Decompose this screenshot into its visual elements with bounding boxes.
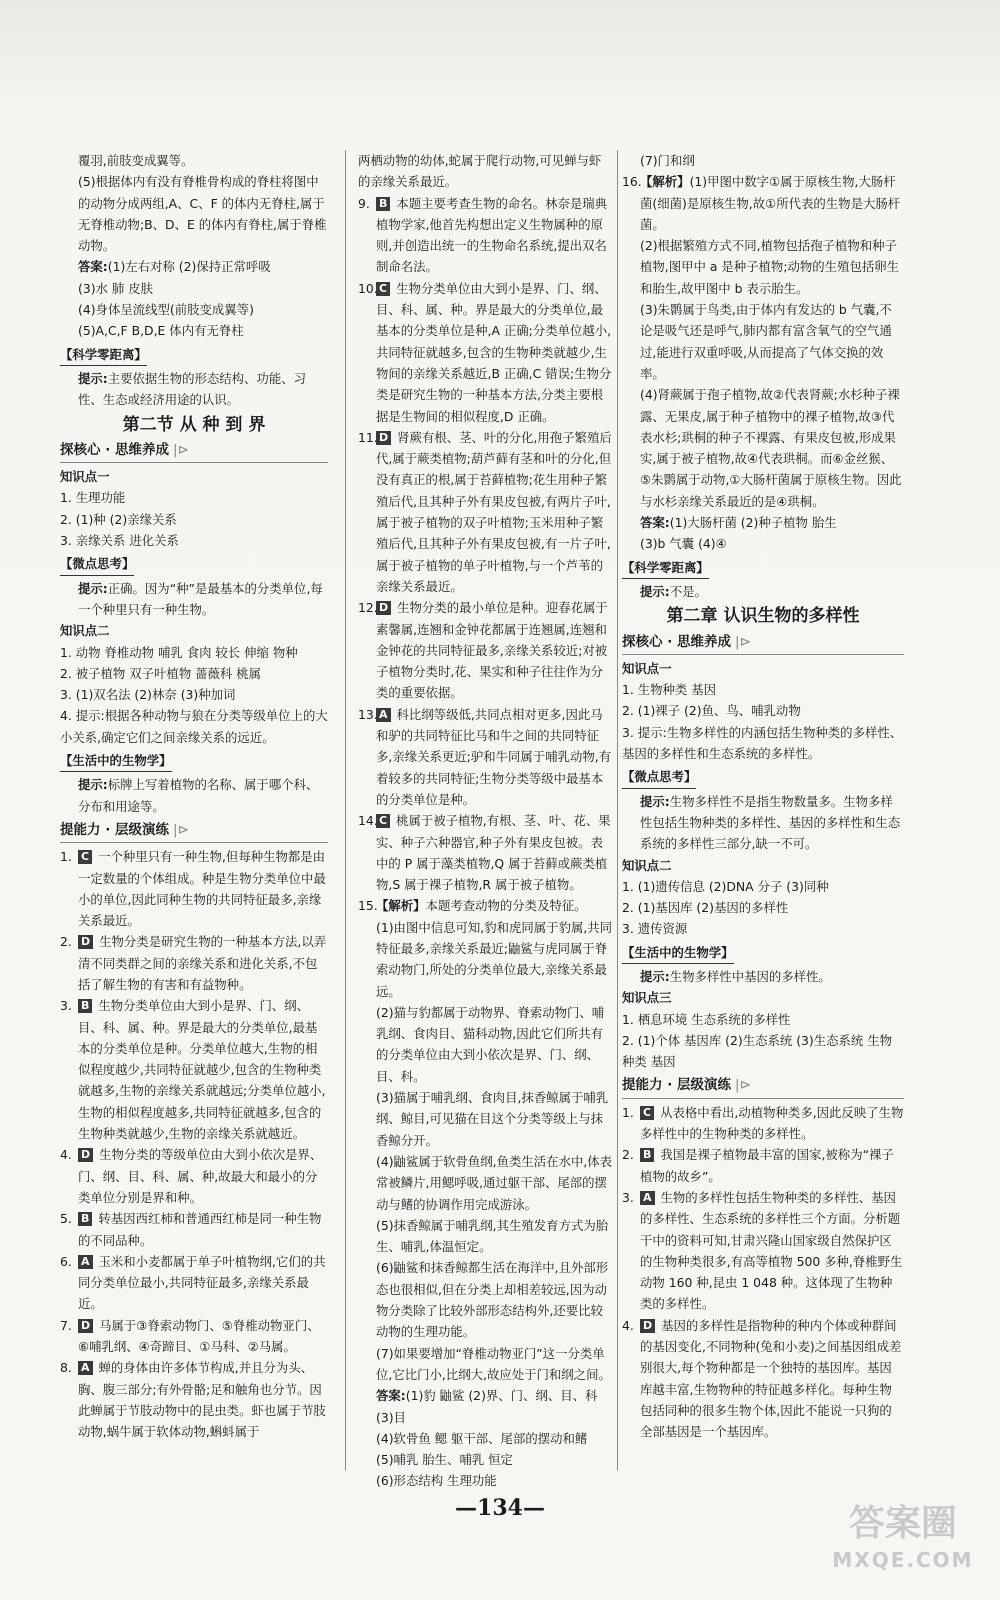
question-item xyxy=(622,1187,904,1315)
question-number: 11. xyxy=(358,429,378,445)
list-item: 4. 提示:根据各种动物与狼在分类等级单位上的大小关系,确定它们之间亲缘关系的远近。 xyxy=(60,708,328,745)
knowledge-point-title: 知识点一 xyxy=(622,660,672,676)
watermark-url: MXQE.COM xyxy=(832,1548,974,1572)
list-item: 3. 亲缘关系 进化关系 xyxy=(60,533,179,549)
box-title-think: 【微点思考】 xyxy=(60,551,328,577)
box-title-science: 【科学零距离】 xyxy=(60,342,328,368)
box-label: 生活中的生物学 xyxy=(634,944,722,960)
answer-label: 答案: xyxy=(376,1388,406,1404)
question-number: 1. xyxy=(60,849,72,865)
question-number: 2. xyxy=(60,934,72,950)
list-item: 2. (1)种 (2)亲缘关系 xyxy=(60,511,177,527)
answer-badge: D xyxy=(376,601,391,615)
text-line: 覆羽,前肢变成翼等。 xyxy=(78,153,194,168)
question-item xyxy=(60,846,328,931)
page-number: —134— xyxy=(455,1495,545,1521)
answer-badge: D xyxy=(78,1148,93,1162)
hint-label: 提示: xyxy=(78,370,108,386)
section-practice-label: 提能力 · 层级演练 xyxy=(60,821,170,838)
question-number: 4. xyxy=(622,1317,634,1333)
question-text: 生物分类的等级单位由大到小依次是界、门、纲、目、科、属、种,故最大和最小的分类单位分别是界和种。 xyxy=(78,1147,323,1205)
answer-text: (1)豹 鼬鲨 (2)界、门、纲、目、科 xyxy=(405,1388,598,1404)
analysis-line: (4)鼬鲨属于软骨鱼纲,鱼类生活在水中,体表常被鳞片,用鳃呼吸,通过躯干部、尾部的摆动与鳍的协调作用完成游泳。 xyxy=(376,1153,613,1212)
hint-label: 提示: xyxy=(640,793,670,809)
hint-label: 提示: xyxy=(78,580,108,596)
question-item xyxy=(622,1144,904,1187)
text-paragraph: 两栖动物的幼体,蛇属于爬行动物,可见蝉与虾的亲缘关系最近。 xyxy=(358,153,602,190)
question-text: 科比纲等级低,共同点相对更多,因此马和驴的共同特征比马和牛之间的共同特征多,亲缘关系更近;驴和牛同属于哺乳动物,有着较多的共同特征;生物分类等级中最基本的分类单位是种。 xyxy=(376,706,612,807)
answer-badge: B xyxy=(640,1148,654,1162)
section-explore-label: 探核心 · 思维养成 xyxy=(60,441,170,458)
answer-badge: D xyxy=(640,1319,655,1333)
question-number: 13. xyxy=(358,706,378,722)
box-label: 微点思考 xyxy=(634,769,684,785)
answer-badge: A xyxy=(640,1191,655,1205)
hint-line xyxy=(60,368,328,411)
hint-label: 提示: xyxy=(78,777,108,793)
question-text: 一个种里只有一种生物,但每种生物都是由一定数量的个体组成。种是生物分类单位中最小的单位,因此同种生物的共同特征最多,亲缘关系最近。 xyxy=(78,849,326,929)
question-number: 4. xyxy=(60,1147,72,1163)
knowledge-point-title: 知识点二 xyxy=(60,623,110,639)
question-number: 1. xyxy=(622,1104,634,1120)
answer-badge: D xyxy=(78,935,93,949)
question-number: 6. xyxy=(60,1253,72,1269)
question-item xyxy=(60,931,328,995)
double-arrow-icon: |⊳ xyxy=(735,1077,751,1094)
box-label: 科学零距离 xyxy=(72,346,135,362)
column-divider-left xyxy=(345,150,346,1470)
double-arrow-icon: |⊳ xyxy=(735,633,751,650)
column-middle xyxy=(358,150,613,1489)
question-text: 基因的多样性是指物种的种内个体或种群间的基因变化,不同物种(兔和小麦)之间基因组成差别很大,每个物种都是一个独特的基因库。基因库越丰富,生物物种的特征越多样化。每种生物包括同种的很多生物个体,因此不能说一只狗的全部基因是一个基因库。 xyxy=(640,1317,902,1440)
box-label: 生活中的生物学 xyxy=(72,753,160,769)
question-text: 生物的多样性包括生物种类的多样性、基因的多样性、生态系统的多样性三个方面。分析题干中的资料可知,甘肃兴隆山国家级自然保护区的生物种类很多,有高等植物 500 多种,脊椎野生动物 160 种,昆虫 1 048 种。这体现了生物种类的多样性。 xyxy=(640,1189,903,1312)
question-text: 转基因西红柿和普通西红柿是同一种生物的不同品种。 xyxy=(78,1211,322,1248)
hint-text: 生物多样性不是指生物数量多。生物多样性包括生物种类的多样性、基因的多样性和生态系统的多样性三部分,缺一不可。 xyxy=(640,793,901,852)
list-item: 1. 动物 脊椎动物 哺乳 食肉 较长 伸缩 物种 xyxy=(60,644,298,660)
question-text: 蝉的身体由许多体节构成,并且分为头、胸、腹三部分;有外骨骼;足和触角也分节。因此蝉属于节肢动物中的昆虫类。虾也属于节肢动物,蜗牛属于软体动物,蝌蚪属于 xyxy=(78,1360,326,1440)
question-item xyxy=(60,1357,328,1442)
knowledge-point-title: 知识点三 xyxy=(622,990,672,1006)
answer-line: (4)身体呈流线型(前肢变成翼等) xyxy=(78,302,254,318)
box-title-life: 【生活中的生物学】 xyxy=(60,748,328,774)
answer-line: (3)目 xyxy=(376,1409,406,1425)
answer-text: (1)左右对称 (2)保持正常呼吸 xyxy=(107,259,271,275)
answer-text: (1)大肠杆菌 (2)种子植物 胎生 xyxy=(669,515,837,531)
column-right xyxy=(622,150,904,1480)
question-item xyxy=(358,810,613,895)
analysis-line: (4)肾蕨属于孢子植物,故②代表肾蕨;水杉种子裸露、无果皮,属于种子植物中的裸子植物,故③代表水杉;珙桐的种子不裸露、有果皮包被,形成果实,属于被子植物,故④代表珙桐。而⑥金丝猴、⑤朱鹮属于动物,①大肠杆菌属于原核生物。因此与水杉亲缘关系最近的是④珙桐。 xyxy=(640,387,902,509)
text-paragraph: (5)根据体内有没有脊椎骨构成的脊柱将图中的动物分成两组,A、C、F 的体内无脊柱,属于无脊椎动物;B、D、E 的体内有脊柱,属于脊椎动物。 xyxy=(78,174,327,254)
question-number: 7. xyxy=(60,1317,72,1333)
analysis-line: (3)猫属于哺乳纲、食肉目,抹香鲸属于哺乳纲、鲸目,可见猫在目这个分类等级上与抹香鲸分开。 xyxy=(376,1090,609,1148)
question-text: (1)甲图中数字①属于原核生物,大肠杆菌(细菌)是原核生物,故①所代表的生物是大肠杆菌。 xyxy=(640,174,901,232)
analysis-line: (2)猫与豹都属于动物界、脊索动物门、哺乳纲、食肉目、猫科动物,因此它们所共有的分类单位由大到小依次是界、门、纲、目、科。 xyxy=(376,1004,605,1084)
analysis-tag: 【解析】 xyxy=(640,174,690,190)
answer-badge: A xyxy=(78,1361,93,1375)
question-item xyxy=(60,1144,328,1208)
answer-badge: D xyxy=(78,1319,93,1333)
column-left xyxy=(60,150,328,1480)
list-item: 2. (1)个体 基因库 (2)生态系统 (3)生态系统 生物种类 基因 xyxy=(622,1032,893,1070)
answer-line: (3)水 肺 皮肤 xyxy=(78,280,153,296)
question-number: 5. xyxy=(60,1211,72,1227)
hint-label: 提示: xyxy=(640,583,670,599)
hint-line xyxy=(60,578,328,621)
answer-badge: B xyxy=(78,1212,92,1226)
question-number: 14. xyxy=(358,813,378,829)
question-item xyxy=(60,1251,328,1315)
list-item: 3. 遗传资源 xyxy=(622,921,688,937)
question-number: 9. xyxy=(358,195,370,211)
analysis-tag: 【解析】 xyxy=(376,898,426,914)
analysis-line: (3)朱鹮属于鸟类,由于体内有发达的 b 气囊,不论是吸气还是呼气,肺内都有富含氧气的空气通过,能进行双重呼吸,从而提高了气体交换的效率。 xyxy=(640,302,892,381)
answer-badge: D xyxy=(376,431,391,445)
question-item xyxy=(358,704,613,810)
question-text: 本题主要考查生物的命名。林奈是瑞典植物学家,他首先构想出定义生物属种的原则,并创造出统一的生物命名系统,提出双名制命名法。 xyxy=(376,195,608,275)
box-label: 微点思考 xyxy=(72,556,122,572)
question-item xyxy=(622,1102,904,1145)
question-number: 12. xyxy=(358,600,378,616)
analysis-line: (6)鼬鲨和抹香鲸都生活在海洋中,且外部形态也很相似,但在分类上却相差较远,因为动物分类除了比较外部形态结构外,还要比较动物的生理功能。 xyxy=(376,1260,609,1340)
question-item xyxy=(60,995,328,1144)
hint-line xyxy=(622,581,904,602)
question-item xyxy=(60,1315,328,1358)
answer-line: (5)A,C,F B,D,E 体内有无脊柱 xyxy=(78,323,244,339)
list-item: 2. (1)裸子 (2)鱼、鸟、哺乳动物 xyxy=(622,703,801,719)
question-item xyxy=(358,427,613,597)
answer-badge: C xyxy=(78,850,92,864)
question-text: 本题考查动物的分类及特征。 xyxy=(425,898,587,914)
answer-line: (5)哺乳 胎生、哺乳 恒定 xyxy=(376,1452,513,1468)
answer-badge: C xyxy=(640,1106,654,1120)
knowledge-point-title: 知识点一 xyxy=(60,469,110,485)
double-arrow-icon: |⊳ xyxy=(173,821,189,838)
question-number: 8. xyxy=(60,1360,72,1376)
question-text: 从表格中看出,动植物种类多,因此反映了生物多样性中的生物种类的多样性。 xyxy=(640,1104,904,1142)
analysis-line: (5)抹香鲸属于哺乳纲,其生殖发育方式为胎生、哺乳,体温恒定。 xyxy=(376,1217,609,1255)
question-item xyxy=(358,278,613,427)
section-title: 第二节 从 种 到 界 xyxy=(122,414,266,435)
answer-badge: C xyxy=(376,282,390,296)
knowledge-point-title: 知识点二 xyxy=(622,857,672,873)
answer-badge: A xyxy=(78,1255,93,1269)
box-title-science: 【科学零距离】 xyxy=(622,555,904,581)
hint-text: 不是。 xyxy=(669,583,707,599)
question-text: 肾蕨有根、茎、叶的分化,用孢子繁殖后代,属于蕨类植物;葫芦藓有茎和叶的分化,但没有真正的根,属于苔藓植物;花生用种子繁殖后代,且其种子外有果皮包被,有两片子叶,属于被子植物的双子叶植物;玉米用种子繁殖后代,且其种子外有果皮包被,有一片子叶,属于被子植物的单子叶植物,与一个芦苇的亲缘关系最近。 xyxy=(376,429,612,594)
answer-line: (4)软骨鱼 鳃 躯干部、尾部的摆动和鳍 xyxy=(376,1430,588,1446)
answer-label: 答案: xyxy=(78,259,108,275)
hint-line xyxy=(60,774,328,817)
box-label: 科学零距离 xyxy=(634,559,697,575)
answer-badge: C xyxy=(376,814,390,828)
section-explore xyxy=(622,632,904,655)
answer-badge: A xyxy=(376,708,391,722)
answer-line xyxy=(358,1385,613,1406)
answer-line: (6)形态结构 生理功能 xyxy=(376,1473,497,1489)
section-explore xyxy=(60,440,328,463)
question-number: 15. xyxy=(358,898,378,914)
question-item xyxy=(358,895,613,916)
list-item: 1. 生理功能 xyxy=(60,490,126,506)
question-item xyxy=(358,597,613,703)
watermark-text: 答案圈 xyxy=(848,1503,957,1544)
question-item xyxy=(60,1208,328,1251)
list-item: 2. 被子植物 双子叶植物 蔷薇科 桃属 xyxy=(60,665,262,681)
hint-line xyxy=(622,791,904,855)
question-text: 生物分类单位由大到小是界、门、纲、目、科、属、种。界是最大的分类单位,最基本的分类单位是种。分类单位越大,生物的相似程度越少,共同特征就越少,包含的生物种类就越多,生物的亲缘关系就越远;分类单位越小,生物的相似程度越多,共同特征就越多,包含的生物种类就越少,生物的亲缘关系就越近。 xyxy=(78,998,326,1142)
list-item: 1. (1)遗传信息 (2)DNA 分子 (3)同种 xyxy=(622,878,829,894)
column-divider-right xyxy=(617,150,618,1470)
box-title-life: 【生活中的生物学】 xyxy=(622,940,904,966)
list-item: 1. 生物种类 基因 xyxy=(622,682,717,698)
question-text: 生物分类单位由大到小是界、门、纲、目、科、属、种。界是最大的分类单位,最基本的分类单位是种,A 正确;分类单位越小,共同特征就越多,包含的生物种类就越少,生物间的亲缘关系越近,B 正确,C 错误;生物分类是研究生物的一种基本方法,分类主要根据是生物间的相似程度,D 正确。 xyxy=(376,280,612,424)
hint-text: 生物多样性中基因的多样性。 xyxy=(669,968,831,984)
answer-line xyxy=(622,512,904,533)
hint-line xyxy=(622,966,904,987)
question-text: 桃属于被子植物,有根、茎、叶、花、果实、种子六种器官,种子外有果皮包被。表中的 P 属于藻类植物,Q 属于苔藓或蕨类植物,S 属于裸子植物,R 属于被子植物。 xyxy=(376,813,611,893)
question-text: 马属于③脊索动物门、⑤脊椎动物亚门、⑥哺乳纲、④奇蹄目、①马科、②马属。 xyxy=(78,1317,320,1355)
text-line: (7)门和纲 xyxy=(640,153,695,168)
list-item: 3. 提示:生物多样性的内涵包括生物种类的多样性、基因的多样性和生态系统的多样性。 xyxy=(622,724,903,762)
question-number: 2. xyxy=(622,1147,634,1163)
analysis-line: (2)根据繁殖方式不同,植物包括孢子植物和种子植物,图甲中 a 是种子植物;动物的生殖包括卵生和胎生,故甲图中 b 表示胎生。 xyxy=(640,238,900,296)
question-number: 16. xyxy=(622,174,642,190)
hint-text: 正确。因为“种”是最基本的分类单位,每一个种里只有一种生物。 xyxy=(78,580,323,617)
question-text: 生物分类的最小单位是种。迎春花属于素馨属,连翘和金钟花都属于连翘属,连翘和金钟花的共同特征最多,亲缘关系较近;对被子植物分类时,花、果实和种子往往作为分类的重要依据。 xyxy=(376,600,608,701)
question-item xyxy=(358,193,613,278)
question-item xyxy=(622,171,904,235)
answer-line: (3)b 气囊 (4)④ xyxy=(640,536,727,552)
question-item xyxy=(622,1315,904,1443)
list-item: 1. 栖息环境 生态系统的多样性 xyxy=(622,1011,791,1027)
section-practice xyxy=(622,1075,904,1098)
list-item: 2. (1)基因库 (2)基因的多样性 xyxy=(622,900,789,916)
hint-text: 主要依据生物的形态结构、功能、习性、生态或经济用途的认识。 xyxy=(78,370,306,408)
question-text: 我国是裸子植物最丰富的国家,被称为“裸子植物的故乡”。 xyxy=(640,1147,894,1184)
question-text: 玉米和小麦都属于单子叶植物纲,它们的共同分类单位最小,共同特征最多,亲缘关系最近。 xyxy=(78,1253,326,1312)
list-item: 3. (1)双名法 (2)林奈 (3)种加词 xyxy=(60,687,236,703)
section-explore-label: 探核心 · 思维养成 xyxy=(622,633,732,650)
box-title-think: 【微点思考】 xyxy=(622,764,904,790)
chapter-title: 第二章 认识生物的多样性 xyxy=(666,606,860,627)
question-number: 10. xyxy=(358,280,378,296)
question-text: 生物分类是研究生物的一种基本方法,以弄清不同类群之间的亲缘关系和进化关系,不包括了解生物的有害和有益物种。 xyxy=(78,934,327,992)
section-practice xyxy=(60,820,328,843)
answer-badge: B xyxy=(78,999,92,1013)
answer-line xyxy=(60,256,328,277)
answer-label: 答案: xyxy=(640,515,670,531)
question-number: 3. xyxy=(60,998,72,1014)
watermark-logo xyxy=(828,1500,978,1590)
analysis-line: (7)如果要增加“脊椎动物亚门”这一分类单位,它比门小,比纲大,故应处于门和纲之间。 xyxy=(376,1345,611,1382)
double-arrow-icon: |⊳ xyxy=(173,441,189,458)
analysis-line: (1)由图中信息可知,豹和虎同属于豹属,共同特征最多,亲缘关系最近;鼬鲨与虎同属于脊索动物门,所处的分类单位最大,亲缘关系最远。 xyxy=(376,919,613,999)
question-number: 3. xyxy=(622,1189,634,1205)
hint-label: 提示: xyxy=(640,968,670,984)
section-practice-label: 提能力 · 层级演练 xyxy=(622,1077,732,1094)
answer-badge: B xyxy=(376,197,390,211)
hint-text: 标牌上写着植物的名称、属于哪个科、分布和用途等。 xyxy=(78,777,319,814)
